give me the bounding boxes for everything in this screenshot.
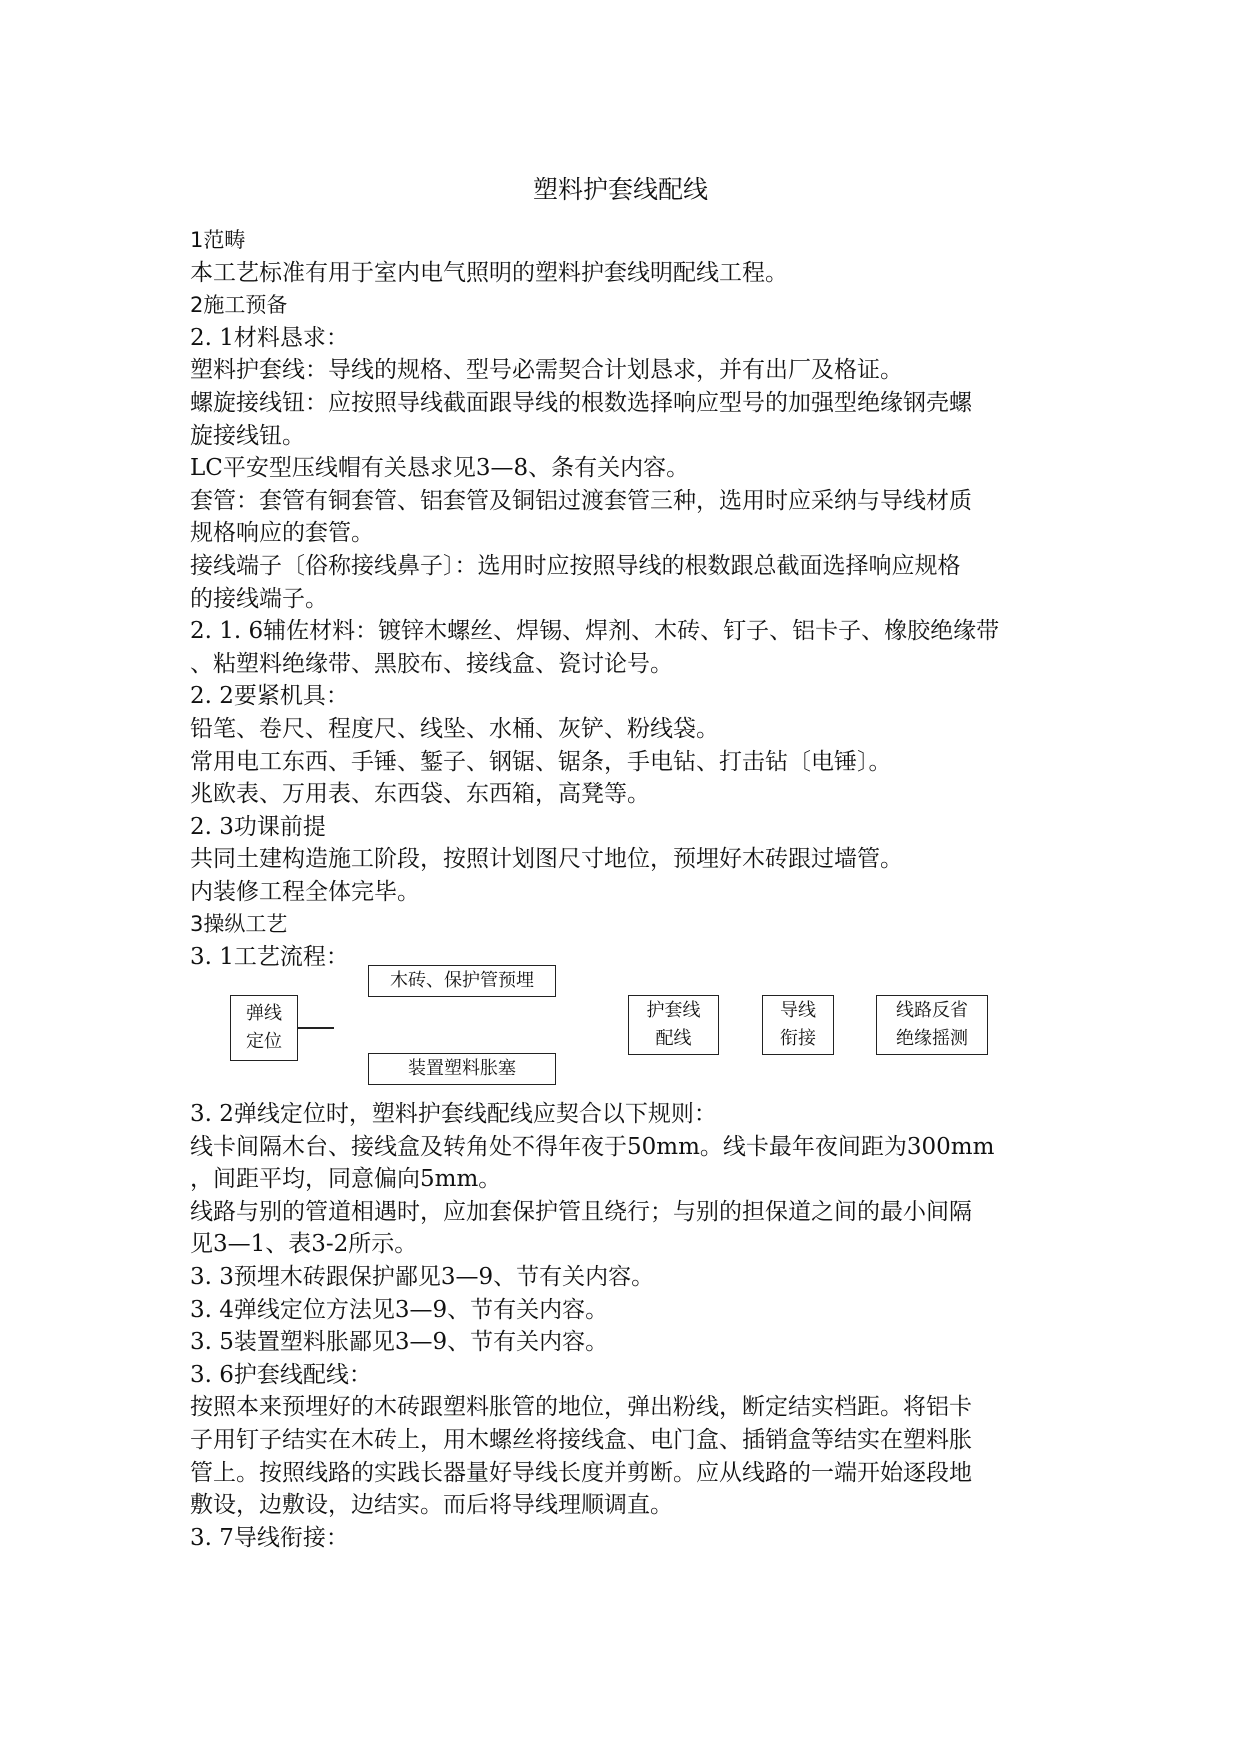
flow-box-hu-tao: 护套线 配线 bbox=[628, 995, 719, 1055]
text-line: LC平安型压线帽有关恳求见3—8、条有关内容。 bbox=[190, 455, 690, 482]
text-line: 本工艺标准有用于室内电气照明的塑料护套线明配线工程。 bbox=[190, 259, 788, 286]
text-line: 管上。按照线路的实践长器量好导线长度并剪断。应从线路的一端开始逐段地 bbox=[190, 1459, 972, 1486]
document-title: 塑料护套线配线 bbox=[532, 175, 708, 204]
flow-box-zhuang-zhi: 装置塑料胀塞 bbox=[368, 1053, 556, 1085]
text-line: 内装修工程全体完毕。 bbox=[190, 878, 420, 905]
section-heading: 3操纵工艺 bbox=[190, 912, 288, 937]
text-line: 敷设，边敷设，边结实。而后将导线理顺调直。 bbox=[190, 1492, 673, 1519]
text-line: ，间距平均，同意偏向5mm。 bbox=[190, 1166, 502, 1193]
text-line: 线卡间隔木台、接线盒及转角处不得年夜于50mm。线卡最年夜间距为300mm bbox=[190, 1133, 995, 1160]
body-text-part2 bbox=[190, 1098, 1070, 1554]
section-heading: 2施工预备 bbox=[190, 293, 288, 318]
text-line: 3. 4弹线定位方法见3—9、节有关内容。 bbox=[190, 1296, 609, 1323]
text-line: 2. 1材料恳求： bbox=[190, 324, 349, 351]
flow-box-dao-xian: 导线 衔接 bbox=[762, 995, 834, 1055]
text-line: 3. 5装置塑料胀鄙见3—9、节有关内容。 bbox=[190, 1329, 609, 1356]
text-line: 、粘塑料绝缘带、黑胶布、接线盒、瓷讨论号。 bbox=[190, 650, 673, 677]
text-line: 3. 3预埋木砖跟保护鄙见3—9、节有关内容。 bbox=[190, 1263, 655, 1290]
text-line: 见3—1、表3-2所示。 bbox=[190, 1231, 418, 1258]
text-line: 2. 1. 6辅佐材料：镀锌木螺丝、焊锡、焊剂、木砖、钉子、铝卡子、橡胶绝缘带 bbox=[190, 618, 1000, 645]
text-line: 接线端子〔俗称接线鼻子〕：选用时应按照导线的根数跟总截面选择响应规格 bbox=[190, 552, 961, 579]
text-line: 子用钉子结实在木砖上，用木螺丝将接线盒、电门盒、插销盒等结实在塑料胀 bbox=[190, 1426, 972, 1453]
flow-box-mu-zhuan: 木砖、保护管预埋 bbox=[368, 965, 556, 997]
text-line: 套管：套管有铜套管、铝套管及铜铝过渡套管三种，选用时应采纳与导线材质 bbox=[190, 487, 972, 514]
text-line: 3. 1工艺流程： bbox=[190, 944, 349, 971]
text-line: 共同土建构造施工阶段，按照计划图尺寸地位，预埋好木砖跟过墙管。 bbox=[190, 846, 903, 873]
text-line: 塑料护套线：导线的规格、型号必需契合计划恳求，并有出厂及格证。 bbox=[190, 357, 903, 384]
body-text-part1 bbox=[190, 224, 1070, 974]
text-line: 2. 3功课前提 bbox=[190, 813, 326, 840]
text-line: 的接线端子。 bbox=[190, 585, 328, 612]
text-line: 铅笔、卷尺、程度尺、线坠、水桶、灰铲、粉线袋。 bbox=[190, 715, 719, 742]
text-line: 2. 2要紧机具： bbox=[190, 683, 349, 710]
text-line: 旋接线钮。 bbox=[190, 422, 305, 449]
flow-connector bbox=[298, 1027, 334, 1029]
text-line: 规格响应的套管。 bbox=[190, 520, 374, 547]
section-heading: 1范畴 bbox=[190, 228, 246, 252]
flow-box-tan-xian: 弹线 定位 bbox=[230, 995, 298, 1061]
text-line: 线路与别的管道相遇时，应加套保护管且绕行；与别的担保道之间的最小间隔 bbox=[190, 1198, 972, 1225]
text-line: 兆欧表、万用表、东西袋、东西箱，高凳等。 bbox=[190, 781, 650, 808]
text-line: 常用电工东西、手锤、錾子、钢锯、锯条，手电钻、打击钻〔电锤〕。 bbox=[190, 748, 892, 775]
flow-box-xian-lu: 线路反省 绝缘摇测 bbox=[876, 995, 988, 1055]
text-line: 螺旋接线钮：应按照导线截面跟导线的根数选择响应型号的加强型绝缘钢壳螺 bbox=[190, 389, 972, 416]
text-line: 3. 2弹线定位时，塑料护套线配线应契合以下规则： bbox=[190, 1101, 717, 1127]
text-line: 按照本来预埋好的木砖跟塑料胀管的地位，弹出粉线，断定结实档距。将铝卡 bbox=[190, 1394, 972, 1421]
text-line: 3. 6护套线配线： bbox=[190, 1361, 372, 1388]
text-line: 3. 7导线衔接： bbox=[190, 1524, 349, 1551]
